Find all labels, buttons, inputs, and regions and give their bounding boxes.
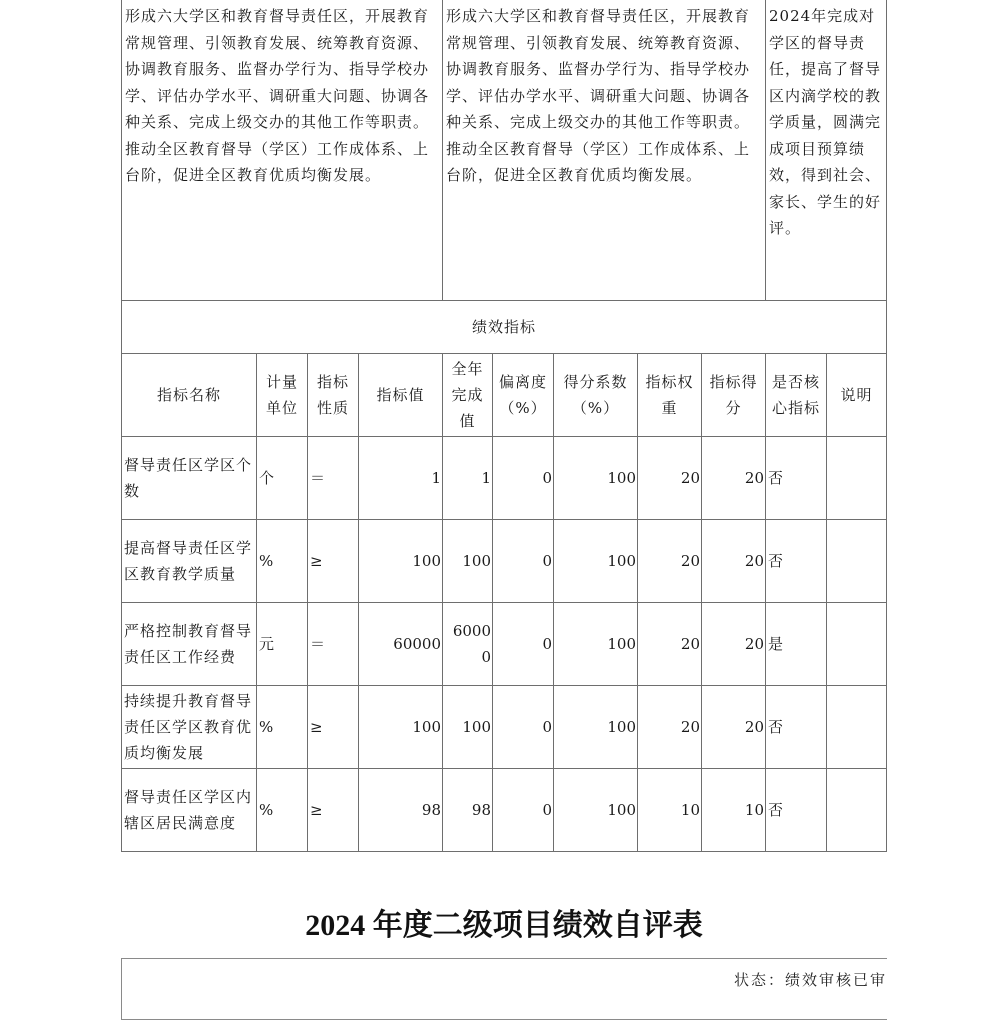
score-cell: 20 [702,437,766,520]
actual-value-cell: 100 [443,686,493,769]
section-title: 绩效指标 [122,301,887,354]
performance-table [121,0,887,852]
nature-cell: ≥ [308,520,359,603]
status-box [121,958,887,1020]
actual-value-cell: 60000 [443,603,493,686]
coefficient-cell: 100 [554,603,638,686]
header-unit: 计量单位 [257,354,308,437]
actual-value-cell: 100 [443,520,493,603]
note-cell [827,686,887,769]
nature-cell: ＝ [308,603,359,686]
indicator-name-cell: 督导责任区学区个数 [122,437,257,520]
header-core: 是否核心指标 [766,354,827,437]
weight-cell: 20 [638,603,702,686]
summary-implementation-cell: 形成六大学区和教育督导责任区，开展教育常规管理、引领教育发展、统筹教育资源、协调教育服务、监督办学行为、指导学校办学、评估办学水平、调研重大问题、协调各种关系、完成上级交办的其他工作等职责。推动全区教育督导（学区）工作成体系、上台阶，促进全区教育优质均衡发展。 [443,0,766,301]
deviation-cell: 0 [493,437,554,520]
core-indicator-cell: 否 [766,437,827,520]
coefficient-cell: 100 [554,520,638,603]
deviation-cell: 0 [493,603,554,686]
score-cell: 10 [702,769,766,852]
header-target: 指标值 [359,354,443,437]
header-score: 指标得分 [702,354,766,437]
score-cell: 20 [702,520,766,603]
summary-row [122,0,887,301]
unit-cell: 元 [257,603,308,686]
target-value-cell: 100 [359,686,443,769]
target-value-cell: 98 [359,769,443,852]
weight-cell: 20 [638,437,702,520]
unit-cell: % [257,686,308,769]
score-cell: 20 [702,603,766,686]
unit-cell: % [257,769,308,852]
unit-cell: % [257,520,308,603]
target-value-cell: 60000 [359,603,443,686]
core-indicator-cell: 否 [766,520,827,603]
weight-cell: 20 [638,686,702,769]
table-row [122,686,887,769]
core-indicator-cell: 否 [766,769,827,852]
coefficient-cell: 100 [554,769,638,852]
note-cell [827,769,887,852]
target-value-cell: 100 [359,520,443,603]
header-name: 指标名称 [122,354,257,437]
indicator-name-cell: 提高督导责任区学区教育教学质量 [122,520,257,603]
header-actual: 全年完成值 [443,354,493,437]
table-row [122,520,887,603]
deviation-cell: 0 [493,520,554,603]
nature-cell: ≥ [308,686,359,769]
header-deviation: 偏离度（%） [493,354,554,437]
core-indicator-cell: 是 [766,603,827,686]
deviation-cell: 0 [493,686,554,769]
nature-cell: ≥ [308,769,359,852]
header-nature: 指标性质 [308,354,359,437]
summary-result-cell: 2024年完成对学区的督导责任，提高了督导区内滴学校的教学质量，圆满完成项目预算绩效，得到社会、家长、学生的好评。 [766,0,887,301]
summary-goal-cell: 形成六大学区和教育督导责任区，开展教育常规管理、引领教育发展、统筹教育资源、协调教育服务、监督办学行为、指导学校办学、评估办学水平、调研重大问题、协调各种关系、完成上级交办的其他工作等职责。推动全区教育督导（学区）工作成体系、上台阶，促进全区教育优质均衡发展。 [122,0,443,301]
target-value-cell: 1 [359,437,443,520]
coefficient-cell: 100 [554,437,638,520]
note-cell [827,603,887,686]
actual-value-cell: 98 [443,769,493,852]
indicator-name-cell: 严格控制教育督导责任区工作经费 [122,603,257,686]
next-page-title: 2024 年度二级项目绩效自评表 [305,909,703,942]
section-row [122,301,887,354]
indicator-name-cell: 督导责任区学区内辖区居民满意度 [122,769,257,852]
weight-cell: 10 [638,769,702,852]
header-weight: 指标权重 [638,354,702,437]
deviation-cell: 0 [493,769,554,852]
table-row [122,603,887,686]
coefficient-cell: 100 [554,686,638,769]
status-text: 状态：绩效审核已审 [733,971,887,989]
header-note: 说明 [827,354,887,437]
weight-cell: 20 [638,520,702,603]
actual-value-cell: 1 [443,437,493,520]
table-row [122,769,887,852]
indicator-name-cell: 持续提升教育督导责任区学区教育优质均衡发展 [122,686,257,769]
core-indicator-cell: 否 [766,686,827,769]
unit-cell: 个 [257,437,308,520]
note-cell [827,520,887,603]
header-coef: 得分系数（%） [554,354,638,437]
note-cell [827,437,887,520]
nature-cell: ＝ [308,437,359,520]
table-row [122,437,887,520]
header-row [122,354,887,437]
score-cell: 20 [702,686,766,769]
